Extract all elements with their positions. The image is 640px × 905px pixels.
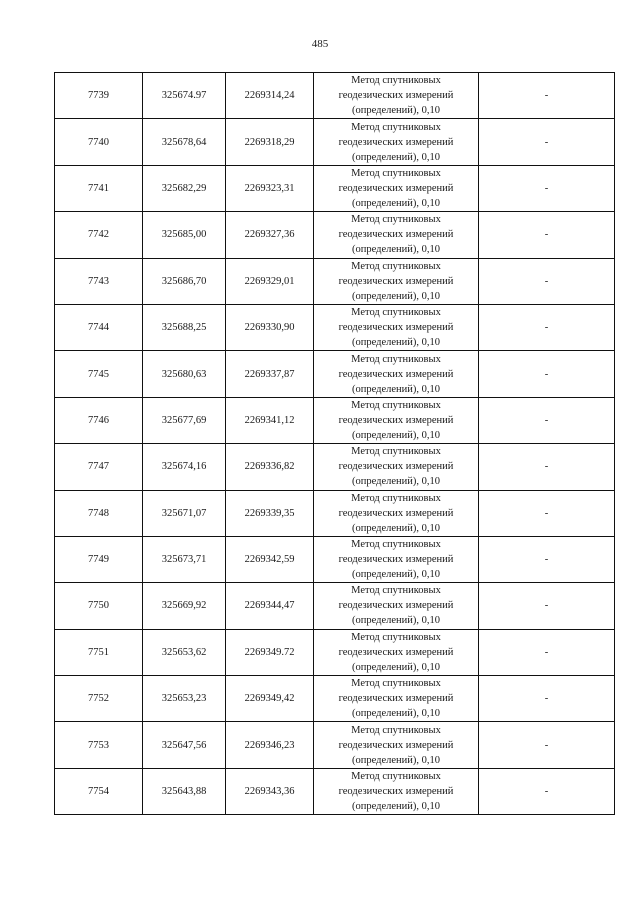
table-row bbox=[55, 676, 615, 722]
method-line-1: Метод спутниковых bbox=[351, 167, 441, 179]
table-row bbox=[55, 629, 615, 675]
description-cell: - bbox=[479, 73, 615, 119]
y-coordinate-cell: 2269344,47 bbox=[226, 583, 314, 629]
table-row bbox=[55, 304, 615, 350]
y-coordinate-cell: 2269349.72 bbox=[226, 629, 314, 675]
x-coordinate-cell: 325673,71 bbox=[143, 536, 226, 582]
y-coordinate-cell: 2269323,31 bbox=[226, 165, 314, 211]
table-row bbox=[55, 444, 615, 490]
point-number-cell: 7749 bbox=[55, 536, 143, 582]
method-line-2: геодезических измерений bbox=[338, 229, 454, 241]
table-row bbox=[55, 768, 615, 814]
table-row bbox=[55, 165, 615, 211]
method-cell bbox=[314, 397, 479, 443]
table-row bbox=[55, 119, 615, 165]
method-line-3: (определений), 0,10 bbox=[351, 476, 441, 488]
point-number-cell: 7751 bbox=[55, 629, 143, 675]
method-line-1: Метод спутниковых bbox=[351, 446, 441, 458]
x-coordinate-cell: 325647,56 bbox=[143, 722, 226, 768]
method-line-1: Метод спутниковых bbox=[351, 678, 441, 690]
description-cell: - bbox=[479, 676, 615, 722]
method-cell bbox=[314, 165, 479, 211]
x-coordinate-cell: 325674,16 bbox=[143, 444, 226, 490]
description-cell: - bbox=[479, 397, 615, 443]
method-line-3: (определений), 0,10 bbox=[351, 197, 441, 209]
table-row bbox=[55, 722, 615, 768]
method-cell bbox=[314, 258, 479, 304]
point-number-cell: 7752 bbox=[55, 676, 143, 722]
method-cell bbox=[314, 212, 479, 258]
method-line-3: (определений), 0,10 bbox=[351, 661, 441, 673]
method-cell bbox=[314, 722, 479, 768]
method-line-3: (определений), 0,10 bbox=[351, 708, 441, 720]
description-cell: - bbox=[479, 212, 615, 258]
point-number-cell: 7743 bbox=[55, 258, 143, 304]
method-cell bbox=[314, 490, 479, 536]
method-line-3: (определений), 0,10 bbox=[351, 290, 441, 302]
y-coordinate-cell: 2269341,12 bbox=[226, 397, 314, 443]
x-coordinate-cell: 325686,70 bbox=[143, 258, 226, 304]
method-line-3: (определений), 0,10 bbox=[351, 522, 441, 534]
description-cell: - bbox=[479, 536, 615, 582]
x-coordinate-cell: 325653,23 bbox=[143, 676, 226, 722]
y-coordinate-cell: 2269337,87 bbox=[226, 351, 314, 397]
point-number-cell: 7740 bbox=[55, 119, 143, 165]
method-line-2: геодезических измерений bbox=[338, 554, 454, 566]
method-line-2: геодезических измерений bbox=[338, 461, 454, 473]
y-coordinate-cell: 2269329,01 bbox=[226, 258, 314, 304]
method-line-2: геодезических измерений bbox=[338, 739, 454, 751]
x-coordinate-cell: 325682,29 bbox=[143, 165, 226, 211]
method-line-1: Метод спутниковых bbox=[351, 631, 441, 643]
y-coordinate-cell: 2269349,42 bbox=[226, 676, 314, 722]
method-line-2: геодезических измерений bbox=[338, 507, 454, 519]
y-coordinate-cell: 2269314,24 bbox=[226, 73, 314, 119]
coordinates-table bbox=[54, 72, 615, 815]
x-coordinate-cell: 325674.97 bbox=[143, 73, 226, 119]
method-line-2: геодезических измерений bbox=[338, 368, 454, 380]
point-number-cell: 7739 bbox=[55, 73, 143, 119]
y-coordinate-cell: 2269330,90 bbox=[226, 304, 314, 350]
method-line-1: Метод спутниковых bbox=[351, 399, 441, 411]
x-coordinate-cell: 325677,69 bbox=[143, 397, 226, 443]
method-line-1: Метод спутниковых bbox=[351, 260, 441, 272]
table-row bbox=[55, 490, 615, 536]
method-line-2: геодезических измерений bbox=[338, 414, 454, 426]
method-line-3: (определений), 0,10 bbox=[351, 244, 441, 256]
method-line-3: (определений), 0,10 bbox=[351, 569, 441, 581]
method-line-2: геодезических измерений bbox=[338, 136, 454, 148]
method-line-1: Метод спутниковых bbox=[351, 771, 441, 783]
description-cell: - bbox=[479, 165, 615, 211]
table-row bbox=[55, 73, 615, 119]
y-coordinate-cell: 2269318,29 bbox=[226, 119, 314, 165]
method-line-1: Метод спутниковых bbox=[351, 121, 441, 133]
x-coordinate-cell: 325685,00 bbox=[143, 212, 226, 258]
x-coordinate-cell: 325680,63 bbox=[143, 351, 226, 397]
method-line-3: (определений), 0,10 bbox=[351, 754, 441, 766]
point-number-cell: 7750 bbox=[55, 583, 143, 629]
method-line-1: Метод спутниковых bbox=[351, 214, 441, 226]
method-line-1: Метод спутниковых bbox=[351, 307, 441, 319]
point-number-cell: 7741 bbox=[55, 165, 143, 211]
method-cell bbox=[314, 351, 479, 397]
description-cell: - bbox=[479, 304, 615, 350]
table-row bbox=[55, 397, 615, 443]
point-number-cell: 7748 bbox=[55, 490, 143, 536]
method-line-2: геодезических измерений bbox=[338, 182, 454, 194]
table-row bbox=[55, 212, 615, 258]
x-coordinate-cell: 325688,25 bbox=[143, 304, 226, 350]
y-coordinate-cell: 2269327,36 bbox=[226, 212, 314, 258]
point-number-cell: 7744 bbox=[55, 304, 143, 350]
point-number-cell: 7746 bbox=[55, 397, 143, 443]
method-line-3: (определений), 0,10 bbox=[351, 105, 441, 117]
table-row bbox=[55, 258, 615, 304]
method-line-3: (определений), 0,10 bbox=[351, 801, 441, 813]
x-coordinate-cell: 325653,62 bbox=[143, 629, 226, 675]
method-cell bbox=[314, 583, 479, 629]
description-cell: - bbox=[479, 444, 615, 490]
point-number-cell: 7745 bbox=[55, 351, 143, 397]
x-coordinate-cell: 325669,92 bbox=[143, 583, 226, 629]
method-line-1: Метод спутниковых bbox=[351, 492, 441, 504]
description-cell: - bbox=[479, 583, 615, 629]
table-row bbox=[55, 583, 615, 629]
y-coordinate-cell: 2269346,23 bbox=[226, 722, 314, 768]
method-line-2: геодезических измерений bbox=[338, 786, 454, 798]
method-line-2: геодезических измерений bbox=[338, 693, 454, 705]
y-coordinate-cell: 2269342,59 bbox=[226, 536, 314, 582]
y-coordinate-cell: 2269339,35 bbox=[226, 490, 314, 536]
table-row bbox=[55, 536, 615, 582]
method-line-3: (определений), 0,10 bbox=[351, 383, 441, 395]
method-line-1: Метод спутниковых bbox=[351, 353, 441, 365]
method-line-2: геодезических измерений bbox=[338, 646, 454, 658]
method-line-1: Метод спутниковых bbox=[351, 539, 441, 551]
x-coordinate-cell: 325643,88 bbox=[143, 768, 226, 814]
description-cell: - bbox=[479, 490, 615, 536]
x-coordinate-cell: 325678,64 bbox=[143, 119, 226, 165]
method-line-2: геодезических измерений bbox=[338, 90, 454, 102]
point-number-cell: 7747 bbox=[55, 444, 143, 490]
method-line-2: геодезических измерений bbox=[338, 322, 454, 334]
table-row bbox=[55, 351, 615, 397]
method-line-3: (определений), 0,10 bbox=[351, 337, 441, 349]
description-cell: - bbox=[479, 722, 615, 768]
point-number-cell: 7742 bbox=[55, 212, 143, 258]
method-line-3: (определений), 0,10 bbox=[351, 615, 441, 627]
page-number: 485 bbox=[311, 38, 329, 50]
point-number-cell: 7754 bbox=[55, 768, 143, 814]
description-cell: - bbox=[479, 768, 615, 814]
y-coordinate-cell: 2269336,82 bbox=[226, 444, 314, 490]
x-coordinate-cell: 325671,07 bbox=[143, 490, 226, 536]
y-coordinate-cell: 2269343,36 bbox=[226, 768, 314, 814]
method-cell bbox=[314, 676, 479, 722]
description-cell: - bbox=[479, 629, 615, 675]
description-cell: - bbox=[479, 258, 615, 304]
method-line-1: Метод спутниковых bbox=[351, 585, 441, 597]
method-cell bbox=[314, 536, 479, 582]
description-cell: - bbox=[479, 351, 615, 397]
method-cell bbox=[314, 768, 479, 814]
table-body bbox=[55, 73, 615, 815]
method-line-3: (определений), 0,10 bbox=[351, 151, 441, 163]
method-line-3: (определений), 0,10 bbox=[351, 429, 441, 441]
description-cell: - bbox=[479, 119, 615, 165]
method-line-2: геодезических измерений bbox=[338, 600, 454, 612]
method-line-1: Метод спутниковых bbox=[351, 75, 441, 87]
method-cell bbox=[314, 304, 479, 350]
method-cell bbox=[314, 73, 479, 119]
method-line-1: Метод спутниковых bbox=[351, 724, 441, 736]
point-number-cell: 7753 bbox=[55, 722, 143, 768]
method-cell bbox=[314, 444, 479, 490]
method-cell bbox=[314, 629, 479, 675]
method-cell bbox=[314, 119, 479, 165]
method-line-2: геодезических измерений bbox=[338, 275, 454, 287]
